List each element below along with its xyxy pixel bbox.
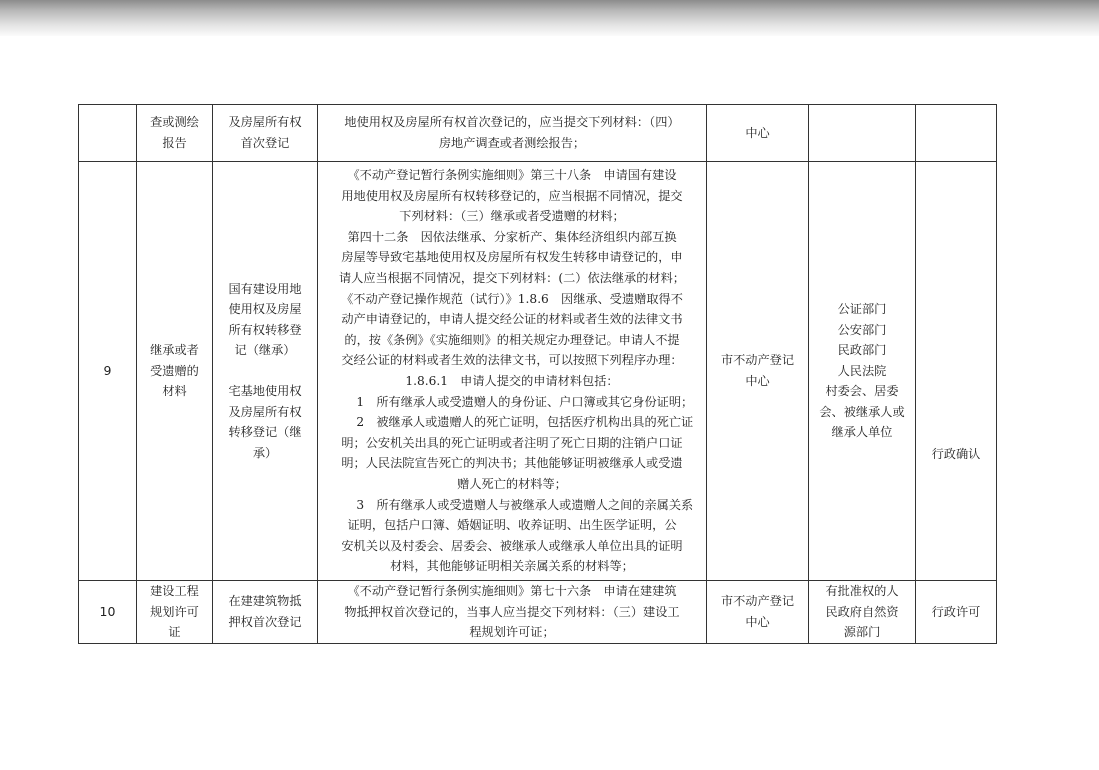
basis-line: 《不动产登记暂行条例实施细则》第七十六条 申请在建建筑 [347,584,677,598]
registration-item [213,162,318,581]
table-row [79,581,997,644]
registration-item: 在建建筑物抵 押权首次登记 [213,581,318,644]
basis-line: 1.8.6.1 申请人提交的申请材料包括： [405,374,619,388]
basis-line: 第四十二条 因依法继承、分家析产、集体经济组织内部互换 [347,229,677,244]
basis-line: 1 所有继承人或受遗赠人的身份证、户口簿或其它身份证明； [356,394,694,409]
matter-type: 行政许可 [916,581,997,644]
basis-line: 《不动产登记操作规范（试行）》1.8.6 因继承、受遗赠取得不 [341,291,683,306]
basis-line: 请人应当根据不同情况，提交下列材料：(二）依法继承的材料； [338,271,685,286]
material-name: 查或测绘 报告 [137,105,213,162]
row-number: 9 [79,162,137,581]
basis-line: 2 被继承人或遗赠人的死亡证明，包括医疗机构出具的死亡证 [356,415,694,430]
basis-line: 赠人死亡的材料等； [457,476,567,491]
basis-line: 地使用权及房屋所有权首次登记的，应当提交下列材料：（四） [344,115,680,130]
legal-basis [318,581,707,644]
legal-basis [318,162,707,581]
issuing-department [809,105,916,162]
registration-item: 及房屋所有权 首次登记 [213,105,318,162]
material-name: 建设工程 规划许可 证 [137,581,213,644]
basis-line: 房屋等导致宅基地使用权及房屋所有权发生转移申请登记的，申 [341,250,683,265]
basis-line: 3 所有继承人或受遗赠人与被继承人或遗赠人之间的亲属关系 [356,497,694,512]
registration-item-homestead: 宅基地使用权 及房屋所有权 转移登记（继 承） [228,384,302,460]
scan-shadow [0,0,1099,36]
row-number [79,105,137,162]
matter-type: 行政确认 [916,162,997,581]
basis-line: 证明，包括户口簿、婚姻证明、收养证明、出生医学证明，公 [347,518,677,533]
table-row [79,105,997,162]
provider: 市不动产登记 中心 [707,162,809,581]
basis-line: 明；公安机关出具的死亡证明或者注明了死亡日期的注销户口证 [341,435,683,450]
basis-line: 下列材料：（三）继承或者受遗赠的材料； [399,209,625,224]
table-row [79,162,997,581]
basis-line: 明；人民法院宣告死亡的判决书；其他能够证明被继承人或受遗 [341,456,683,471]
basis-line: 动产申请登记的，申请人提交经公证的材料或者生效的法律文书 [341,312,683,327]
basis-line: 程规划许可证； [469,625,555,640]
basis-line: 交经公证的材料或者生效的法律文书，可以按照下列程序办理： [341,353,683,368]
materials-table [78,104,997,644]
basis-line: 《不动产登记暂行条例实施细则》第三十八条 申请国有建设 [347,168,677,183]
provider: 市不动产登记 中心 [707,581,809,644]
provider: 中心 [707,105,809,162]
basis-line: 安机关以及村委会、居委会、被继承人或继承人单位出具的证明 [341,538,683,553]
basis-line: 材料，其他能够证明相关亲属关系的材料等； [390,559,634,574]
material-name: 继承或者 受遗赠的 材料 [137,162,213,581]
basis-line: 物抵押权首次登记的，当事人应当提交下列材料：（三）建设工 [344,604,680,619]
basis-line: 的，按《条例》《实施细则》的相关规定办理登记。申请人不提 [344,332,680,347]
issuing-department: 公证部门 公安部门 民政部门 人民法院 村委会、居委 会、被继承人或 继承人单位 [809,162,916,581]
legal-basis [318,105,707,162]
basis-line: 用地使用权及房屋所有权转移登记的，应当根据不同情况，提交 [341,188,683,203]
row-number: 10 [79,581,137,644]
matter-type [916,105,997,162]
basis-line: 房地产调查或者测绘报告； [438,136,586,150]
registration-item-state: 国有建设用地 使用权及房屋 所有权转移登 记（继承） [228,281,302,358]
issuing-department: 有批准权的人 民政府自然资 源部门 [809,581,916,644]
